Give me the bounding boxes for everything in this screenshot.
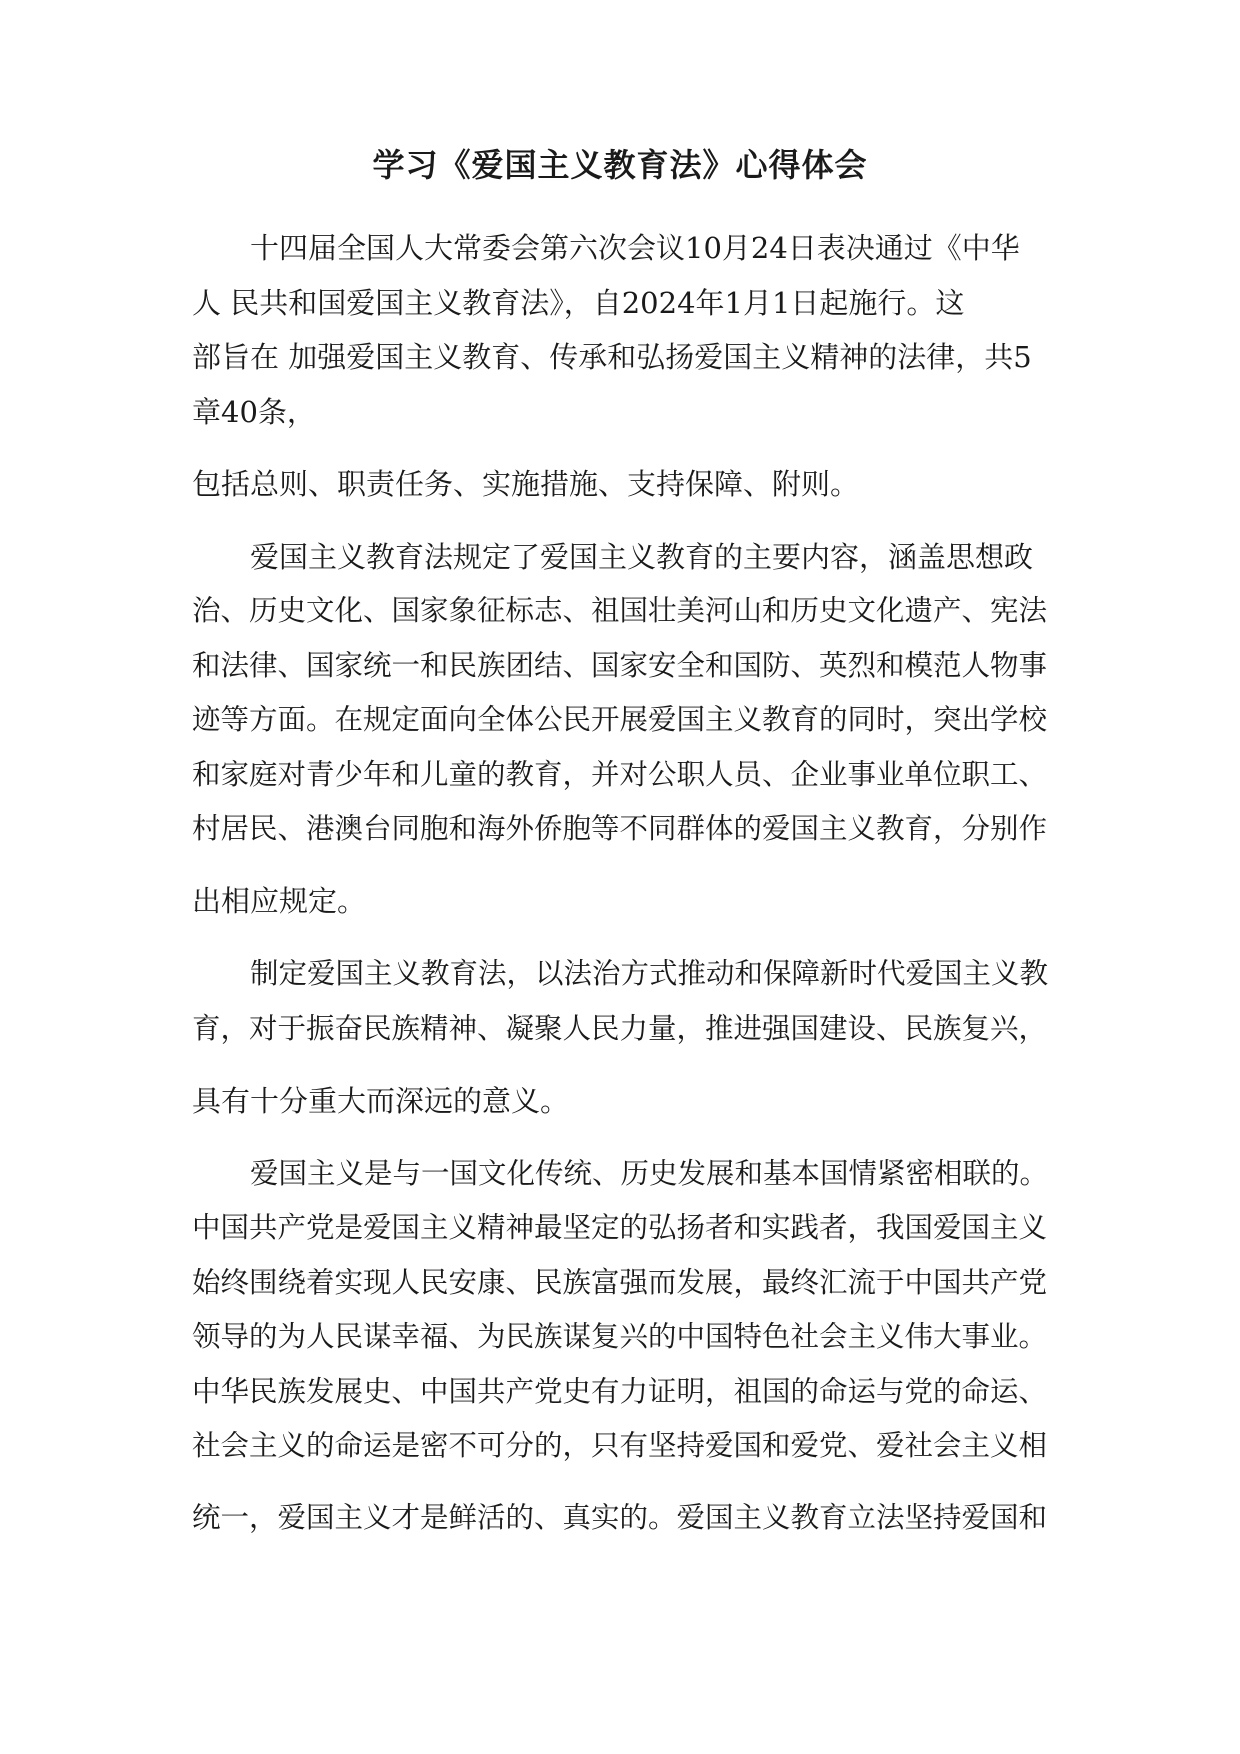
paragraph-line: 和家庭对青少年和儿童的教育，并对公职人员、企业事业单位职工、 <box>192 758 1048 791</box>
paragraph-line: 统一，爱国主义才是鲜活的、真实的。爱国主义教育立法坚持爱国和 <box>192 1501 1048 1534</box>
paragraph-line: 出相应规定。 <box>192 884 367 918</box>
document-title: 学习《爱国主义教育法》心得体会 <box>372 146 868 184</box>
paragraph-line: 爱国主义教育法规定了爱国主义教育的主要内容，涵盖思想政 <box>250 540 1034 574</box>
paragraph-line: 领导的为人民谋幸福、为民族谋复兴的中国特色社会主义伟大事业。 <box>192 1320 1048 1353</box>
paragraph-line: 人 民共和国爱国主义教育法》，自2024年1月1日起施行。这 <box>192 286 965 320</box>
paragraph-line: 育，对于振奋民族精神、凝聚人民力量，推进强国建设、民族复兴， <box>192 1012 1048 1045</box>
paragraph-line: 社会主义的命运是密不可分的，只有坚持爱国和爱党、爱社会主义相 <box>192 1429 1048 1462</box>
paragraph-line: 始终围绕着实现人民安康、民族富强而发展，最终汇流于中国共产党 <box>192 1266 1048 1299</box>
paragraph-line: 具有十分重大而深远的意义。 <box>192 1084 570 1118</box>
paragraph-line: 和法律、国家统一和民族团结、国家安全和国防、英烈和模范人物事 <box>192 649 1048 682</box>
paragraph-line: 迹等方面。在规定面向全体公民开展爱国主义教育的同时，突出学校 <box>192 703 1048 736</box>
paragraph-line: 制定爱国主义教育法，以法治方式推动和保障新时代爱国主义教 <box>250 957 1049 990</box>
paragraph-line: 村居民、港澳台同胞和海外侨胞等不同群体的爱国主义教育，分别作 <box>192 812 1048 845</box>
paragraph-line: 部旨在 加强爱国主义教育、传承和弘扬爱国主义精神的法律，共5 <box>192 340 1032 374</box>
paragraph-line: 治、历史文化、国家象征标志、祖国壮美河山和历史文化遗产、宪法 <box>192 594 1048 627</box>
paragraph-line: 中华民族发展史、中国共产党史有力证明，祖国的命运与党的命运、 <box>192 1375 1048 1408</box>
paragraph-line: 包括总则、职责任务、实施措施、支持保障、附则。 <box>192 467 860 501</box>
paragraph-line: 十四届全国人大常委会第六次会议10月24日表决通过《中华 <box>250 231 1020 265</box>
paragraph-line: 章40条， <box>192 395 316 429</box>
paragraph-line: 爱国主义是与一国文化传统、历史发展和基本国情紧密相联的。 <box>250 1157 1049 1190</box>
paragraph-line: 中国共产党是爱国主义精神最坚定的弘扬者和实践者，我国爱国主义 <box>192 1211 1048 1244</box>
